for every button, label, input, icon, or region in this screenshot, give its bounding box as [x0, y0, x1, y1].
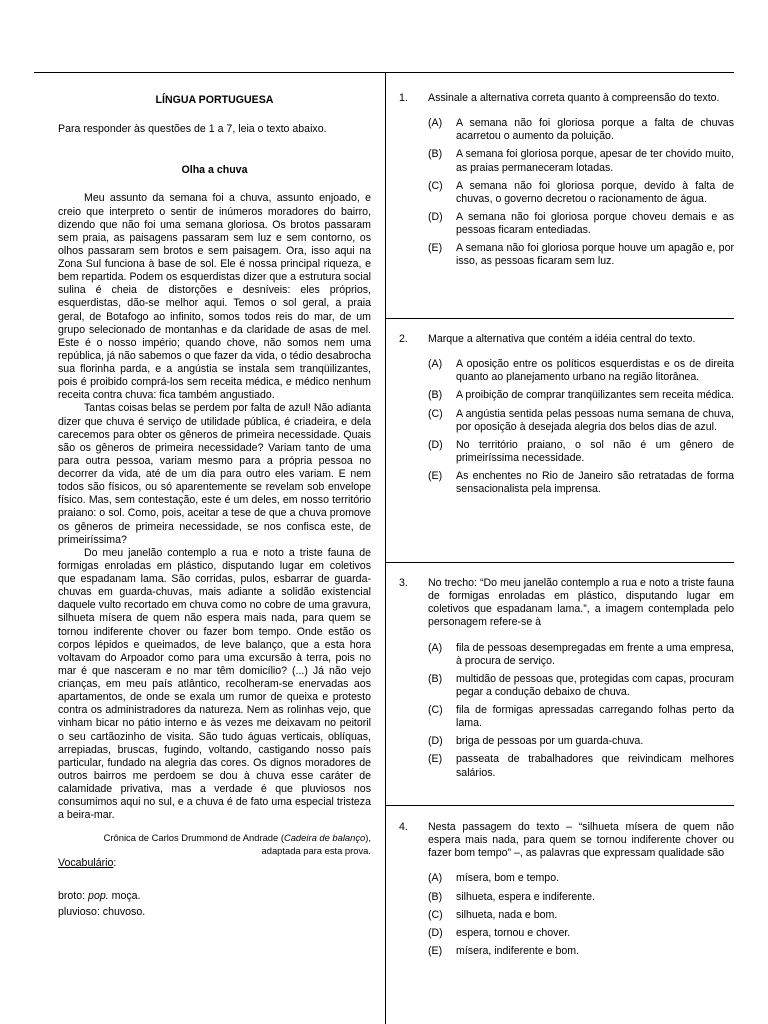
option-b[interactable]	[428, 389, 734, 402]
option-label: (D)	[428, 438, 443, 451]
option-label: (A)	[428, 641, 443, 654]
question-stem: Nesta passagem do texto – “silhueta mísera de quem não espera mais nada, para quem se tornou indiferente chover ou fazer bom tempo” –, as palavras que expressam qualidade são	[428, 821, 734, 860]
option-b[interactable]	[428, 148, 734, 174]
vocabulary-heading-text: Vocabulário	[58, 856, 114, 869]
vocabulary-list	[58, 890, 371, 919]
option-label: (D)	[428, 210, 443, 223]
question-separator	[386, 318, 734, 319]
source-credit	[58, 832, 371, 856]
question-4-block	[399, 821, 734, 963]
question-separator	[386, 805, 734, 806]
option-c[interactable]	[428, 408, 734, 434]
credit-note: adaptada para esta prova.	[261, 844, 371, 856]
question-2-block	[399, 333, 734, 501]
question-stem: No trecho: “Do meu janelão contemplo a rua e noto a triste fauna de formigas enroladas em plástico, disputando lugar em coletivos que espadanam lama.”, a imagem contemplada pelo personagem refere-se à	[428, 577, 734, 629]
option-label: (B)	[428, 389, 443, 402]
vocab-item	[58, 906, 371, 919]
option-text: A angústia sentida pelas pessoas numa semana de chuva, por oposição à desejada alegria dos belos dias de azul.	[456, 407, 734, 433]
instructions: Para responder às questões de 1 a 7, leia o texto abaixo.	[58, 123, 327, 136]
credit-book-title: Cadeira de balanço	[283, 832, 366, 844]
option-label: (E)	[428, 944, 443, 957]
vocab-term: broto:	[58, 889, 89, 902]
option-c[interactable]	[428, 909, 734, 922]
option-a[interactable]	[428, 117, 734, 143]
question-separator	[386, 562, 734, 563]
column-divider	[385, 72, 386, 1024]
option-text: silhueta, espera e indiferente.	[456, 890, 595, 903]
option-a[interactable]	[428, 358, 734, 384]
question-3-block	[399, 577, 734, 785]
option-text: A semana não foi gloriosa porque a falta de chuvas acarretou o aumento da poluição.	[456, 117, 734, 143]
question-1	[399, 92, 734, 268]
question-number: 4.	[399, 821, 408, 833]
option-b[interactable]	[428, 673, 734, 699]
option-label: (D)	[428, 926, 443, 939]
option-text: A proibição de comprar tranqüilizantes sem receita médica.	[456, 389, 734, 402]
option-label: (E)	[428, 470, 443, 482]
question-number: 3.	[399, 577, 408, 589]
option-text: briga de pessoas por um guarda-chuva.	[456, 735, 644, 748]
paragraph-3: Do meu janelão contemplo a rua e noto a triste fauna de formigas enroladas em plástico, disputando lugar em coletivos que espadanam lama. São corridas, pulos, esbarrar de guarda-chuvas em guarda-chuvas, mais adiante a solidão existencial daquele vulto recortado em chuva como no cobre de uma gravura, silhueta mísera de quem não espera mais nada, para quem se tornou indiferente chover ou fazer bom tempo. Onde estão os corpos lépidos e queimados, de leve balanço, que a esta hora voltavam do Arpoador como para uma excursão à terra, pois no mar é que nasceram e no mar têm domicílio? (...) Já não vejo crianças, em meu país atlântico, recolheram-se enervadas aos apartamentos, de onde se exala um rumor de queixa e protesto contra os administradores da natureza. Nem as rolinhas vejo, que vinham bicar no pátio interno e às vezes me deixavam no peitoril o seu cartãozinho de visita. São tudo águas verticais, oblíquas, arrepiadas, bruscas, fugindo, voltando, castigando nosso país particular, fundado na alegria das cores. Os dignos moradores de outros bairros me perdoem se dou à chuva esse caráter de calamidade privativa, mas a verdade é que pluviosos nos consumimos aqui no sul, e a chuva é de fato uma especial tristeza a beira-mar.	[58, 546, 371, 822]
option-label: (C)	[428, 704, 443, 716]
credit-text: Crônica de Carlos Drummond de Andrade (	[103, 832, 284, 844]
option-a[interactable]	[428, 642, 734, 668]
paragraph-2: Tantas coisas belas se perdem por falta de azul! Não adianta dizer que chuva é serviço de utilidade pública, é criadeira, e dela carecemos para obter os gêneros de primeira necessidade. Quais são os gêneros de primeira necessidade? Variam tanto de uma para outra pessoa, variam mesmo para a própria pessoa no decorrer da vida, até de um dia para outro eles variam. E nem todos são físicos, ou só aparentemente se revelam sob envelope físico. Mas, sem contestação, este é um deles, em nosso território praiano: o sol. Como, pois, aceitar a tese de que a chuva promove os gêneros de primeira necessidade, se nos confisca este, de primeiríssima?	[58, 402, 371, 546]
option-text: fila de formigas apressadas carregando folhas perto da lama.	[456, 704, 734, 730]
vocabulary-heading-colon: :	[113, 856, 117, 869]
option-a[interactable]	[428, 872, 734, 885]
option-label: (E)	[428, 753, 443, 766]
question-stem: Marque a alternativa que contém a idéia central do texto.	[428, 333, 696, 345]
vocab-usage: pop.	[88, 889, 109, 902]
option-d[interactable]	[428, 735, 734, 748]
option-label: (B)	[428, 672, 443, 685]
question-stem: Assinale a alternativa correta quanto à compreensão do texto.	[428, 92, 720, 104]
option-text: A semana não foi gloriosa porque choveu demais e as pessoas ficaram entediadas.	[456, 210, 734, 236]
option-label: (A)	[428, 872, 443, 885]
vocab-meaning: chuvoso.	[102, 906, 146, 919]
option-b[interactable]	[428, 891, 734, 904]
questions-column	[399, 92, 734, 273]
text-title: Olha a chuva	[181, 164, 248, 177]
option-text: passeata de trabalhadores que reivindicam melhores salários.	[456, 753, 734, 779]
vocab-item	[58, 890, 371, 903]
option-e[interactable]	[428, 945, 734, 958]
option-e[interactable]	[428, 470, 734, 496]
option-text: As enchentes no Rio de Janeiro são retratadas de forma sensacionalista pela imprensa.	[456, 470, 734, 496]
option-label: (C)	[428, 908, 443, 921]
option-label: (E)	[428, 242, 443, 255]
option-d[interactable]	[428, 439, 734, 465]
reading-text-column	[58, 94, 371, 922]
option-d[interactable]	[428, 927, 734, 940]
option-text: mísera, bom e tempo.	[456, 872, 560, 885]
vocabulary-heading	[58, 857, 371, 870]
question-number: 1.	[399, 92, 408, 104]
top-rule	[34, 72, 734, 73]
option-text: multidão de pessoas que, protegidas com capas, procuram pegar a condução debaixo de chuva.	[456, 672, 734, 698]
option-label: (A)	[428, 358, 443, 371]
option-label: (C)	[428, 407, 443, 420]
vocab-meaning: moça.	[108, 889, 141, 902]
vocab-term: pluvioso:	[58, 906, 103, 919]
option-text: espera, tornou e chover.	[456, 926, 571, 939]
option-label: (D)	[428, 735, 443, 748]
option-label: (C)	[428, 179, 443, 192]
option-text: A semana foi gloriosa porque, apesar de ter chovido muito, as praias permaneceram lotadas.	[456, 148, 734, 174]
paragraph-1: Meu assunto da semana foi a chuva, assunto enjoado, e creio que interpreto o sentir de inúmeros moradores do bairro, dizendo que não foi uma semana gloriosa. Os brotos passaram sem praia, as paisagens passaram sem luz e sem contorno, os olhos passaram sem brotos e sem paisagem. Ora, isso aqui na Zona Sul funciona à base de sol. Ele é nossa principal riqueza, e bem repartida. Podem os esquerdistas dizer que a estrutura social sulina é cheia de distorções e desníveis: eles próprios, esquerdistas, dão-se melhor aqui. Temos o sol geral, a praia geral, de Botafogo ao infinito, somos todos reis do mar, de um grupo selecionado de montanhas e da claridade de asas de mel. Este é o nosso império; quando chove, não somos nem uma república, já não sabemos o que fazer da vida, o tédio desabrocha sua florinha parda, e a angústia se instala sem tranqüilizantes, pois é proibido comprá-los sem receita médica, e médico nenhum receita contra chuva: fica também angustiado.	[58, 192, 371, 402]
subject-heading: LÍNGUA PORTUGUESA	[155, 94, 274, 106]
option-text: fila de pessoas desempregadas em frente a uma empresa, à procura de serviço.	[456, 641, 734, 667]
option-d[interactable]	[428, 211, 734, 237]
option-c[interactable]	[428, 704, 734, 730]
option-text: A semana não foi gloriosa porque, devido à falta de chuvas, o governo decretou o racionamento de água.	[456, 179, 734, 205]
option-e[interactable]	[428, 753, 734, 779]
option-text: silhueta, nada e bom.	[456, 908, 558, 921]
credit-close: ),	[365, 832, 371, 844]
option-e[interactable]	[428, 242, 734, 268]
option-label: (B)	[428, 890, 443, 903]
option-text: A semana não foi gloriosa porque houve um apagão e, por isso, as pessoas ficaram sem luz.	[456, 242, 734, 268]
option-text: No território praiano, o sol não é um gênero de primeiríssima necessidade.	[456, 438, 734, 464]
question-number: 2.	[399, 333, 408, 345]
option-text: mísera, indiferente e bom.	[456, 944, 580, 957]
option-text: A oposição entre os políticos esquerdistas e os de direita quanto ao planejamento urbano na região litorânea.	[456, 358, 734, 384]
option-c[interactable]	[428, 180, 734, 206]
option-label: (B)	[428, 148, 443, 161]
option-label: (A)	[428, 117, 443, 130]
